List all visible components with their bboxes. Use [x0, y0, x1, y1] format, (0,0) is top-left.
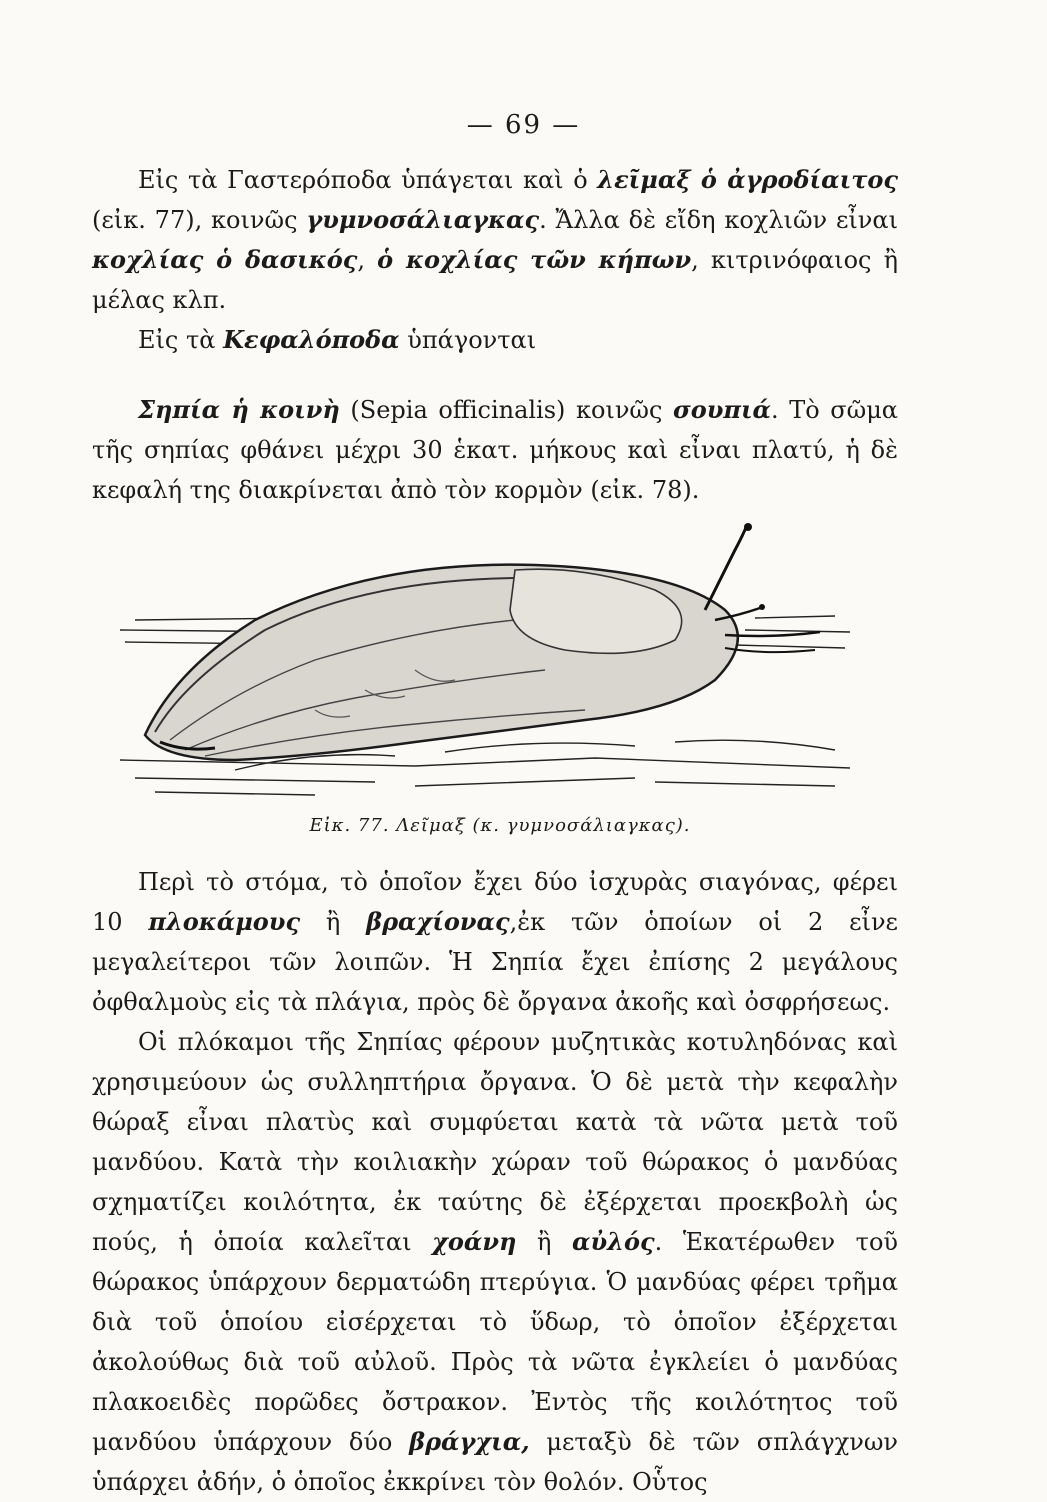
- text-run: . Ἄλλα δὲ εἴδη κοχλιῶν εἶναι: [539, 206, 898, 234]
- text-run: , κιτρινόφαιος ἢ μέλας κλπ.: [92, 246, 898, 314]
- text-run: ἢ: [300, 908, 367, 936]
- term-vragchia: βράγχια,: [409, 1427, 530, 1456]
- text-run: Εἰς τὰ Γαστερόποδα ὑπάγεται καὶ ὁ: [138, 166, 598, 194]
- term-leimax: λεῖμαξ ὁ ἀγροδίαιτος: [597, 165, 898, 194]
- text-run: μεταξὺ δὲ τῶν σπλάγχνων ὑπάρχει ἀδήν, ὁ ὁποῖος ἐκκρίνει τὸν θολόν. Οὗτος: [92, 1428, 898, 1496]
- text-run: (Sepia officinalis) κοινῶς: [339, 396, 674, 424]
- term-avlos: αὐλός: [572, 1227, 655, 1256]
- term-choani: χοάνη: [432, 1227, 517, 1256]
- figure-caption: Εἰκ. 77. Λεῖμαξ (κ. γυμνοσάλιαγκας).: [309, 815, 691, 836]
- term-plokamous: πλοκάμους: [148, 907, 301, 936]
- term-kefalopoda: Κεφαλόποδα: [223, 325, 400, 354]
- text-run: ,ἐκ τῶν ὁποίων οἱ 2 εἶνε μεγαλείτεροι τῶν λοιπῶν. Ἡ Σηπία ἔχει ἐπίσης 2 μεγάλους ὀφθαλμοὺς εἰς τὰ πλάγια, πρὸς δὲ ὄργανα ἀκοῆς καὶ ὀσφρήσεως.: [92, 908, 898, 1016]
- paragraph-sepia: [92, 390, 898, 510]
- text-run: ,: [357, 246, 378, 274]
- text-run: (εἰκ. 77), κοινῶς: [92, 206, 307, 234]
- term-sepia: Σηπία ἡ κοινὴ: [138, 395, 340, 424]
- paragraph-cephalopods-heading: [92, 320, 898, 360]
- text-run: . Τὸ σῶμα τῆς σηπίας φθάνει μέχρι 30 ἑκατ. μήκους καὶ εἶναι πλατύ, ἡ δὲ κεφαλή της διακρίνεται ἀπὸ τὸν κορμὸν (εἰκ. 78).: [92, 396, 899, 504]
- slug-illustration: [115, 520, 850, 800]
- term-kochlias-dasikos: κοχλίας ὁ δασικός: [92, 245, 358, 274]
- text-run: Εἰς τὰ: [138, 326, 224, 354]
- paragraph-mantle: [92, 1022, 898, 1502]
- text-run: ὑπάγονται: [399, 326, 537, 354]
- term-kochlias-kipon: ὁ κοχλίας τῶν κήπων: [377, 245, 692, 274]
- text-run: . Ἑκατέρωθεν τοῦ θώρακος ὑπάρχουν δερματώδη πτερύγια. Ὁ μανδύας φέρει τρῆμα διὰ τοῦ ὁποίου εἰσέρχεται τὸ ὕδωρ, τὸ ὁποῖον ἐξέρχεται ἀκολούθως διὰ τοῦ αὐλοῦ. Πρὸς τὰ νῶτα ἐγκλείει ὁ μανδύας πλακοειδὲς πορῶδες ὄστρακον. Ἐντὸς τῆς κοιλότητος τοῦ μανδύου ὑπάρχουν δύο: [92, 1228, 898, 1456]
- term-gymnosaliagkas: γυμνοσάλιαγκας: [306, 205, 540, 234]
- page-number: — 69 —: [466, 110, 581, 140]
- text-run: Περὶ τὸ στόμα, τὸ ὁποῖον ἔχει δύο ἰσχυρὰς σιαγόνας, φέρει 10: [92, 868, 898, 936]
- paragraph-gastropods: [92, 160, 898, 320]
- text-run: ἢ: [516, 1228, 573, 1256]
- text-run: Οἱ πλόκαμοι τῆς Σηπίας φέρουν μυζητικὰς κοτυληδόνας καὶ χρησιμεύουν ὡς συλληπτήρια ὄργανα. Ὁ δὲ μετὰ τὴν κεφαλὴν θώραξ εἶναι πλατὺς καὶ συμφύεται κατὰ τὰ νῶτα μετὰ τοῦ μανδύου. Κατὰ τὴν κοιλιακὴν χώραν τοῦ θώρακος ὁ μανδύας σχηματίζει κοιλότητα, ἐκ ταύτης δὲ ἐξέρχεται προεκβολὴ ὡς πούς, ἡ ὁποία καλεῖται: [92, 1028, 898, 1256]
- term-soupia: σουπιά: [673, 395, 772, 424]
- paragraph-mouth-arms: [92, 862, 898, 1022]
- term-vrachionas: βραχίονας: [366, 907, 510, 936]
